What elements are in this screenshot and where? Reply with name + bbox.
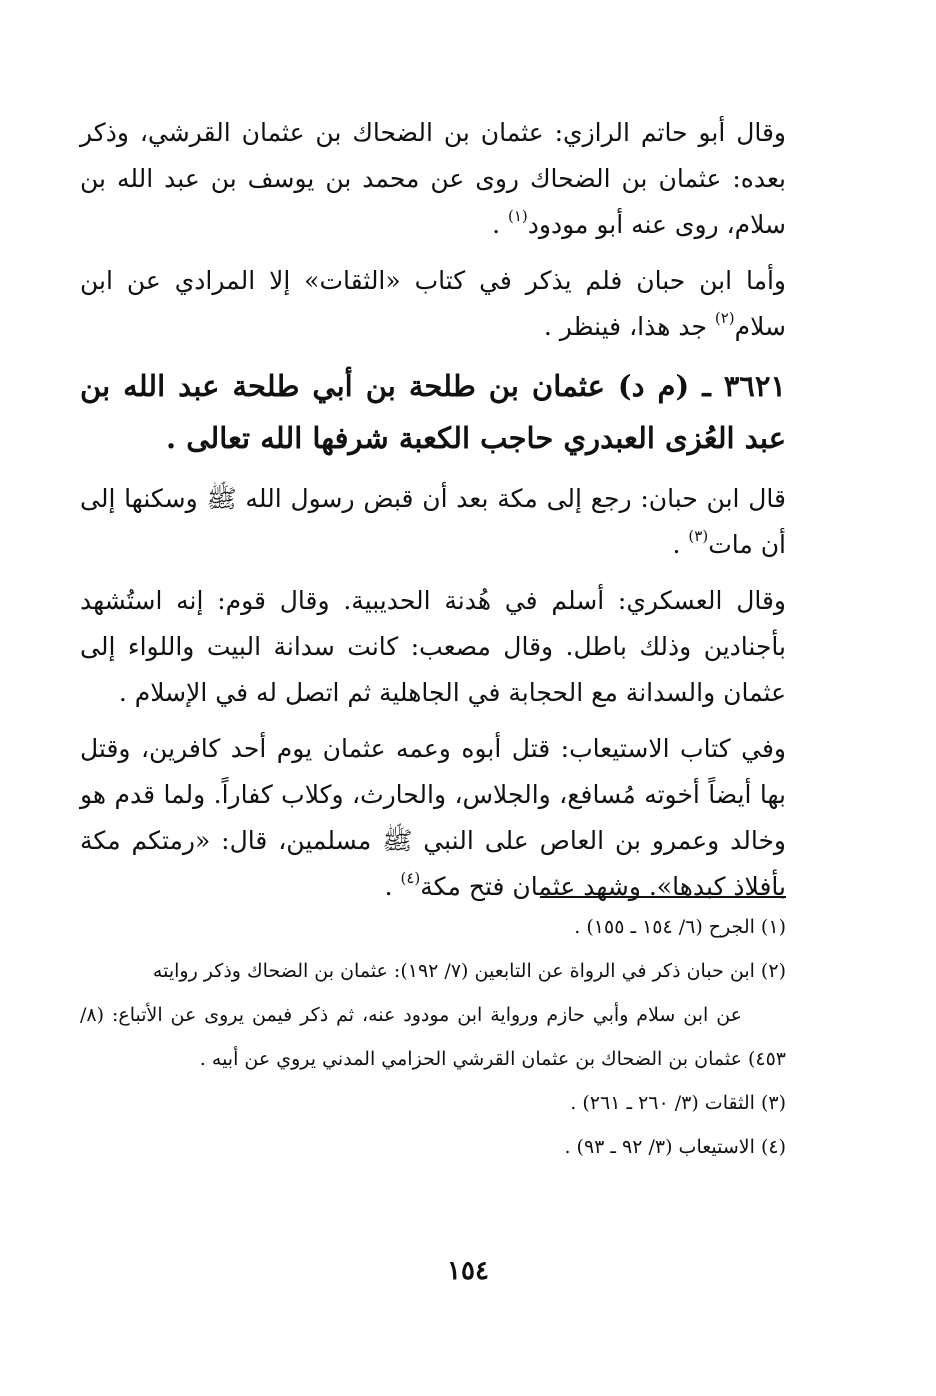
- paragraph-end: جد هذا، فينظر .: [543, 312, 715, 341]
- footnote-marker-1[interactable]: (١): [507, 207, 528, 225]
- footnote-4: (٤) الاستيعاب (٣/ ٩٢ ـ ٩٣) .: [564, 1136, 786, 1158]
- page-number: ١٥٤: [447, 1256, 489, 1286]
- main-text: [80, 110, 786, 920]
- footnote-marker-2[interactable]: (٢): [714, 309, 735, 327]
- paragraph-end: .: [384, 872, 401, 901]
- footnotes: [80, 905, 786, 1169]
- paragraph-text: وفي كتاب الاستيعاب: قتل أبوه وعمه عثمان يوم أحد كافرين، وقتل بها أيضاً أخوته مُسافع، والجلاس، والحارث، وكلاب كفاراً. ولما قدم هو وخالد وعمرو بن العاص على النبي ﷺ مسلمين، قال: «رمتكم مكة بأفلاذ كبدها». وشهد عثمان فتح مكة: [80, 734, 786, 901]
- paragraph-text: وقال أبو حاتم الرازي: عثمان بن الضحاك بن عثمان القرشي، وذكر بعده: عثمان بن الضحاك روى عن محمد بن يوسف بن عبد الله بن سلام، روى عنه أبو مودود: [80, 118, 786, 239]
- footnote-2: [80, 949, 786, 1081]
- footnote-3: (٣) الثقات (٣/ ٢٦٠ ـ ٢٦١) .: [570, 1092, 786, 1114]
- paragraph-abu-hatim: [80, 110, 786, 248]
- footnote-2-first: (٢) ابن حبان ذكر في الرواة عن التابعين (٧/ ١٩٢): عثمان بن الضحاك وذكر روايته: [152, 960, 786, 982]
- paragraph-istiab: [80, 726, 786, 910]
- paragraph-askari: وقال العسكري: أسلم في هُدنة الحديبية. وقال قوم: إنه استُشهد بأجنادين وذلك باطل. وقال مصعب: كانت سدانة البيت واللواء إلى عثمان والسدانة مع الحجابة في الجاهلية ثم اتصل له في الإسلام .: [80, 586, 786, 707]
- paragraph-text: قال ابن حبان: رجع إلى مكة بعد أن قبض رسول الله ﷺ وسكنها إلى أن مات: [80, 484, 786, 559]
- paragraph-text: وأما ابن حبان فلم يذكر في كتاب «الثقات» إلا المرادي عن ابن سلام: [80, 266, 786, 341]
- footnote-marker-3[interactable]: (٣): [688, 527, 709, 545]
- footnote-1: (١) الجرح (٦/ ١٥٤ ـ ١٥٥) .: [574, 916, 786, 938]
- entry-heading: ٣٦٢١ ـ (م د) عثمان بن طلحة بن أبي طلحة عبد الله بن عبد العُزى العبدري حاجب الكعبة شرفها الله تعالى .: [80, 369, 786, 455]
- footnote-2-continuation: عن ابن سلام وأبي حازم ورواية ابن مودود عنه، ثم ذكر فيمن يروى عن الأتباع: (٨/ ٤٥٣) عثمان بن الضحاك بن عثمان القرشي الحزامي المدني يروي عن أبيه .: [80, 1004, 786, 1070]
- footnote-marker-4[interactable]: (٤): [400, 869, 421, 887]
- paragraph-ibn-hibban-2: [80, 476, 786, 568]
- paragraph-ibn-hibban: [80, 258, 786, 350]
- paragraph-end: .: [672, 530, 689, 559]
- paragraph-end: .: [492, 210, 508, 239]
- footnote-separator: [540, 896, 786, 898]
